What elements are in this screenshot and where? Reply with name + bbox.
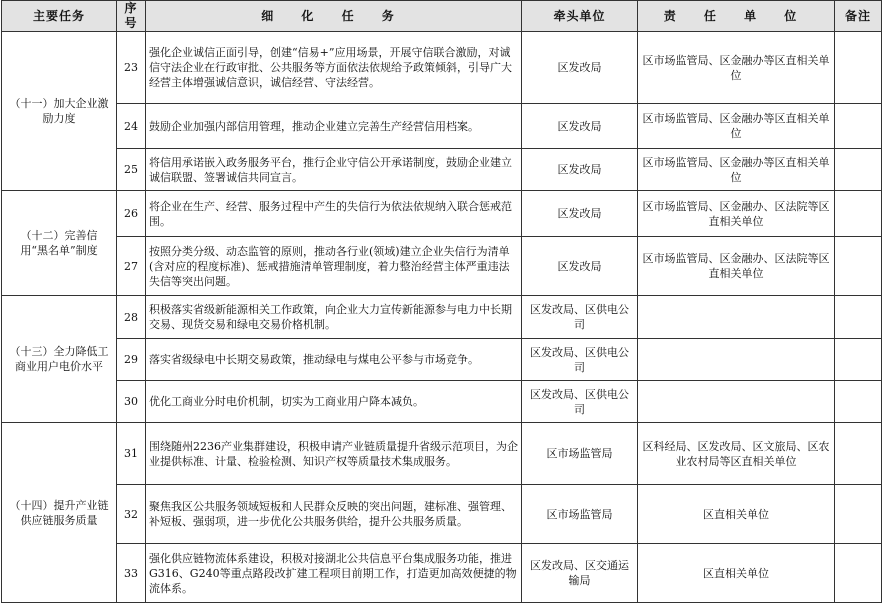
lead-cell: 区发改局	[522, 237, 638, 296]
table-row	[2, 237, 882, 296]
remark-cell	[835, 191, 882, 237]
table-row	[2, 339, 882, 381]
seq-cell: 23	[117, 32, 146, 104]
table-row	[2, 32, 882, 104]
remark-cell	[835, 544, 882, 603]
main-task-cell: （十一）加大企业激励力度	[2, 32, 117, 191]
remark-cell	[835, 237, 882, 296]
lead-cell: 区发改局	[522, 32, 638, 104]
seq-cell: 27	[117, 237, 146, 296]
header-main-task: 主要任务	[2, 1, 117, 32]
seq-cell: 25	[117, 149, 146, 191]
responsible-cell	[638, 296, 835, 339]
remark-cell	[835, 381, 882, 423]
header-responsible: 责 任 单 位	[638, 1, 835, 32]
table-row	[2, 104, 882, 149]
lead-cell: 区发改局、区供电公司	[522, 339, 638, 381]
header-lead: 牵头单位	[522, 1, 638, 32]
seq-cell: 33	[117, 544, 146, 603]
lead-cell: 区市场监管局	[522, 423, 638, 485]
seq-cell: 32	[117, 485, 146, 544]
remark-cell	[835, 149, 882, 191]
remark-cell	[835, 32, 882, 104]
responsible-cell	[638, 381, 835, 423]
table-row	[2, 191, 882, 237]
responsible-cell: 区直相关单位	[638, 544, 835, 603]
remark-cell	[835, 485, 882, 544]
responsible-cell: 区直相关单位	[638, 485, 835, 544]
lead-cell: 区发改局	[522, 191, 638, 237]
detail-cell: 将信用承诺嵌入政务服务平台，推行企业守信公开承诺制度，鼓励企业建立诚信联盟、签署诚信共同宣言。	[146, 149, 522, 191]
main-task-cell: （十三）全力降低工商业用户电价水平	[2, 296, 117, 423]
lead-cell: 区发改局	[522, 104, 638, 149]
table-row	[2, 296, 882, 339]
seq-cell: 26	[117, 191, 146, 237]
header-row	[2, 1, 882, 32]
responsible-cell: 区市场监管局、区金融办等区直相关单位	[638, 104, 835, 149]
lead-cell: 区市场监管局	[522, 485, 638, 544]
remark-cell	[835, 423, 882, 485]
detail-cell: 聚焦我区公共服务领域短板和人民群众反映的突出问题，建标准、强管理、补短板、强弱项，进一步优化公共服务供给，提升公共服务质量。	[146, 485, 522, 544]
detail-cell: 积极落实省级新能源相关工作政策，向企业大力宣传新能源参与电力中长期交易、现货交易和绿电交易价格机制。	[146, 296, 522, 339]
header-detail: 细 化 任 务	[146, 1, 522, 32]
table-row	[2, 381, 882, 423]
table-row	[2, 423, 882, 485]
table-row	[2, 485, 882, 544]
detail-cell: 强化企业诚信正面引导，创建“信易+”应用场景，开展守信联合激励，对诚信守法企业在行政审批、公共服务等方面依法依规给予政策倾斜，引导广大经营主体增强诚信意识，诚信经营、守法经营。	[146, 32, 522, 104]
seq-cell: 30	[117, 381, 146, 423]
responsible-cell: 区市场监管局、区金融办等区直相关单位	[638, 149, 835, 191]
detail-cell: 鼓励企业加强内部信用管理，推动企业建立完善生产经营信用档案。	[146, 104, 522, 149]
main-task-cell: （十四）提升产业链供应链服务质量	[2, 423, 117, 603]
responsible-cell: 区市场监管局、区金融办等区直相关单位	[638, 32, 835, 104]
seq-cell: 28	[117, 296, 146, 339]
responsible-cell: 区科经局、区发改局、区文旅局、区农业农村局等区直相关单位	[638, 423, 835, 485]
remark-cell	[835, 296, 882, 339]
header-remark: 备注	[835, 1, 882, 32]
detail-cell: 优化工商业分时电价机制，切实为工商业用户降本减负。	[146, 381, 522, 423]
lead-cell: 区发改局、区供电公司	[522, 296, 638, 339]
responsible-cell: 区市场监管局、区金融办、区法院等区直相关单位	[638, 237, 835, 296]
detail-cell: 强化供应链物流体系建设，积极对接湖北公共信息平台集成服务功能，推进G316、G240等重点路段改扩建工程项目前期工作，打造更加高效便捷的物流体系。	[146, 544, 522, 603]
detail-cell: 围绕随州2236产业集群建设，积极申请产业链质量提升省级示范项目，为企业提供标准、计量、检验检测、知识产权等质量技术集成服务。	[146, 423, 522, 485]
seq-cell: 31	[117, 423, 146, 485]
responsible-cell: 区市场监管局、区金融办、区法院等区直相关单位	[638, 191, 835, 237]
detail-cell: 将企业在生产、经营、服务过程中产生的失信行为依法依规纳入联合惩戒范围。	[146, 191, 522, 237]
remark-cell	[835, 104, 882, 149]
task-table	[1, 0, 882, 603]
lead-cell: 区发改局	[522, 149, 638, 191]
table-row	[2, 544, 882, 603]
lead-cell: 区发改局、区供电公司	[522, 381, 638, 423]
responsible-cell	[638, 339, 835, 381]
seq-cell: 29	[117, 339, 146, 381]
seq-cell: 24	[117, 104, 146, 149]
lead-cell: 区发改局、区交通运输局	[522, 544, 638, 603]
detail-cell: 按照分类分级、动态监管的原则，推动各行业(领域)建立企业失信行为清单(含对应的程度标准)、惩戒措施清单管理制度，着力整治经营主体严重违法失信等突出问题。	[146, 237, 522, 296]
main-task-cell: （十二）完善信用“黑名单”制度	[2, 191, 117, 296]
detail-cell: 落实省级绿电中长期交易政策，推动绿电与煤电公平参与市场竞争。	[146, 339, 522, 381]
table-row	[2, 149, 882, 191]
header-seq: 序号	[117, 1, 146, 32]
remark-cell	[835, 339, 882, 381]
